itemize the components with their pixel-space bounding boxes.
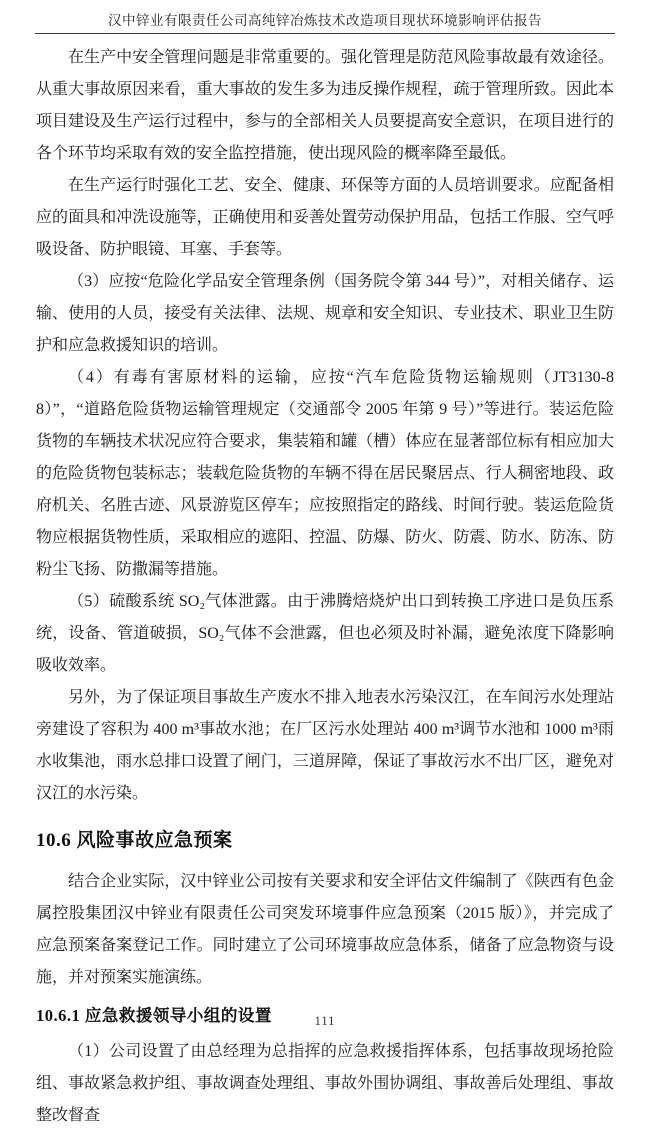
subsection-heading-10-6-1: 10.6.1 应急救援领导小组的设置: [36, 1006, 272, 1025]
paragraph-item-4-transport-rules: （4）有毒有害原材料的运输，应按“汽车危险货物运输规则（JT3130-88）”，“道路危险货物运输管理规定（交通部令 2005 年第 9 号）”等进行。装运危险货物的车辆技术状况应符合要求，集装箱和罐（槽）体应在显著部位标有相应加大的危险货物包装标志；装载危险货物的车辆不得在居民聚居点、行人稠密地段、政府机关、名胜古迹、风景游览区停车；应按照指定的路线、时间行驶。装运危险货物应根据货物性质，采取相应的遮阳、控温、防爆、防火、防震、防水、防冻、防粉尘飞扬、防撒漏等措施。: [36, 369, 614, 578]
paragraph-rescue-leadership-group: （1）公司设置了由总经理为总指挥的应急救援指挥体系，包括事故现场抢险组、事故紧急救护组、事故调查处理组、事故外围协调组、事故善后处理组、事故整改督查: [36, 1043, 614, 1124]
section-heading-10-6: 10.6 风险事故应急预案: [36, 830, 233, 851]
paragraph-emergency-plan: 结合企业实际，汉中锌业公司按有关要求和安全评估文件编制了《陕西有色金属控股集团汉中锌业有限责任公司突发环境事件应急预案（2015 版）》，并完成了应急预案备案登记工作。同时建立了公司环境事故应急体系，储备了应急物资与设施，并对预案实施演练。: [36, 873, 614, 986]
paragraph-item-5-so2-leak: （5）硫酸系统 SO₂气体泄露。由于沸腾焙烧炉出口到转换工序进口是负压系统，设备、管道破损，SO₂气体不会泄露，但也必须及时补漏，避免浓度下降影响吸收效率。: [36, 593, 614, 674]
paragraph-safety-management: 在生产中安全管理问题是非常重要的。强化管理是防范风险事故最有效途径。从重大事故原因来看，重大事故的发生多为违反操作规程，疏于管理所致。因此本项目建设及生产运行过程中，参与的全部相关人员要提高安全意识，在项目进行的各个环节均采取有效的安全监控措施，使出现风险的概率降至最低。: [36, 49, 614, 162]
header-divider: [35, 33, 615, 34]
page-header: [0, 9, 650, 34]
paragraph-personnel-training: 在生产运行时强化工艺、安全、健康、环保等方面的人员培训要求。应配备相应的面具和冲洗设施等，正确使用和妥善处置劳动保护用品，包括工作服、空气呼吸设备、防护眼镜、耳塞、手套等。: [36, 177, 614, 258]
document-body: [36, 42, 614, 1132]
page-number: 111: [314, 1014, 336, 1028]
paragraph-item-3-hazardous-chemicals: （3）应按“危险化学品安全管理条例（国务院令第 344 号）”，对相关储存、运输、使用的人员，接受有关法律、法规、规章和安全知识、专业技术、职业卫生防护和应急救援知识的培训。: [36, 273, 614, 354]
header-title: 汉中锌业有限责任公司高纯锌冶炼技术改造项目现状环境影响评估报告: [108, 13, 542, 28]
page-footer: [0, 1012, 650, 1030]
document-page: [0, 9, 650, 1124]
paragraph-accident-wastewater-pool: 另外，为了保证项目事故生产废水不排入地表水污染汉江，在车间污水处理站旁建设了容积为 400 m³事故水池；在厂区污水处理站 400 m³调节水池和 1000 m³雨水收集池，雨水总排口设置了闸门，三道屏障，保证了事故污水不出厂区，避免对汉江的水污染。: [36, 689, 614, 802]
